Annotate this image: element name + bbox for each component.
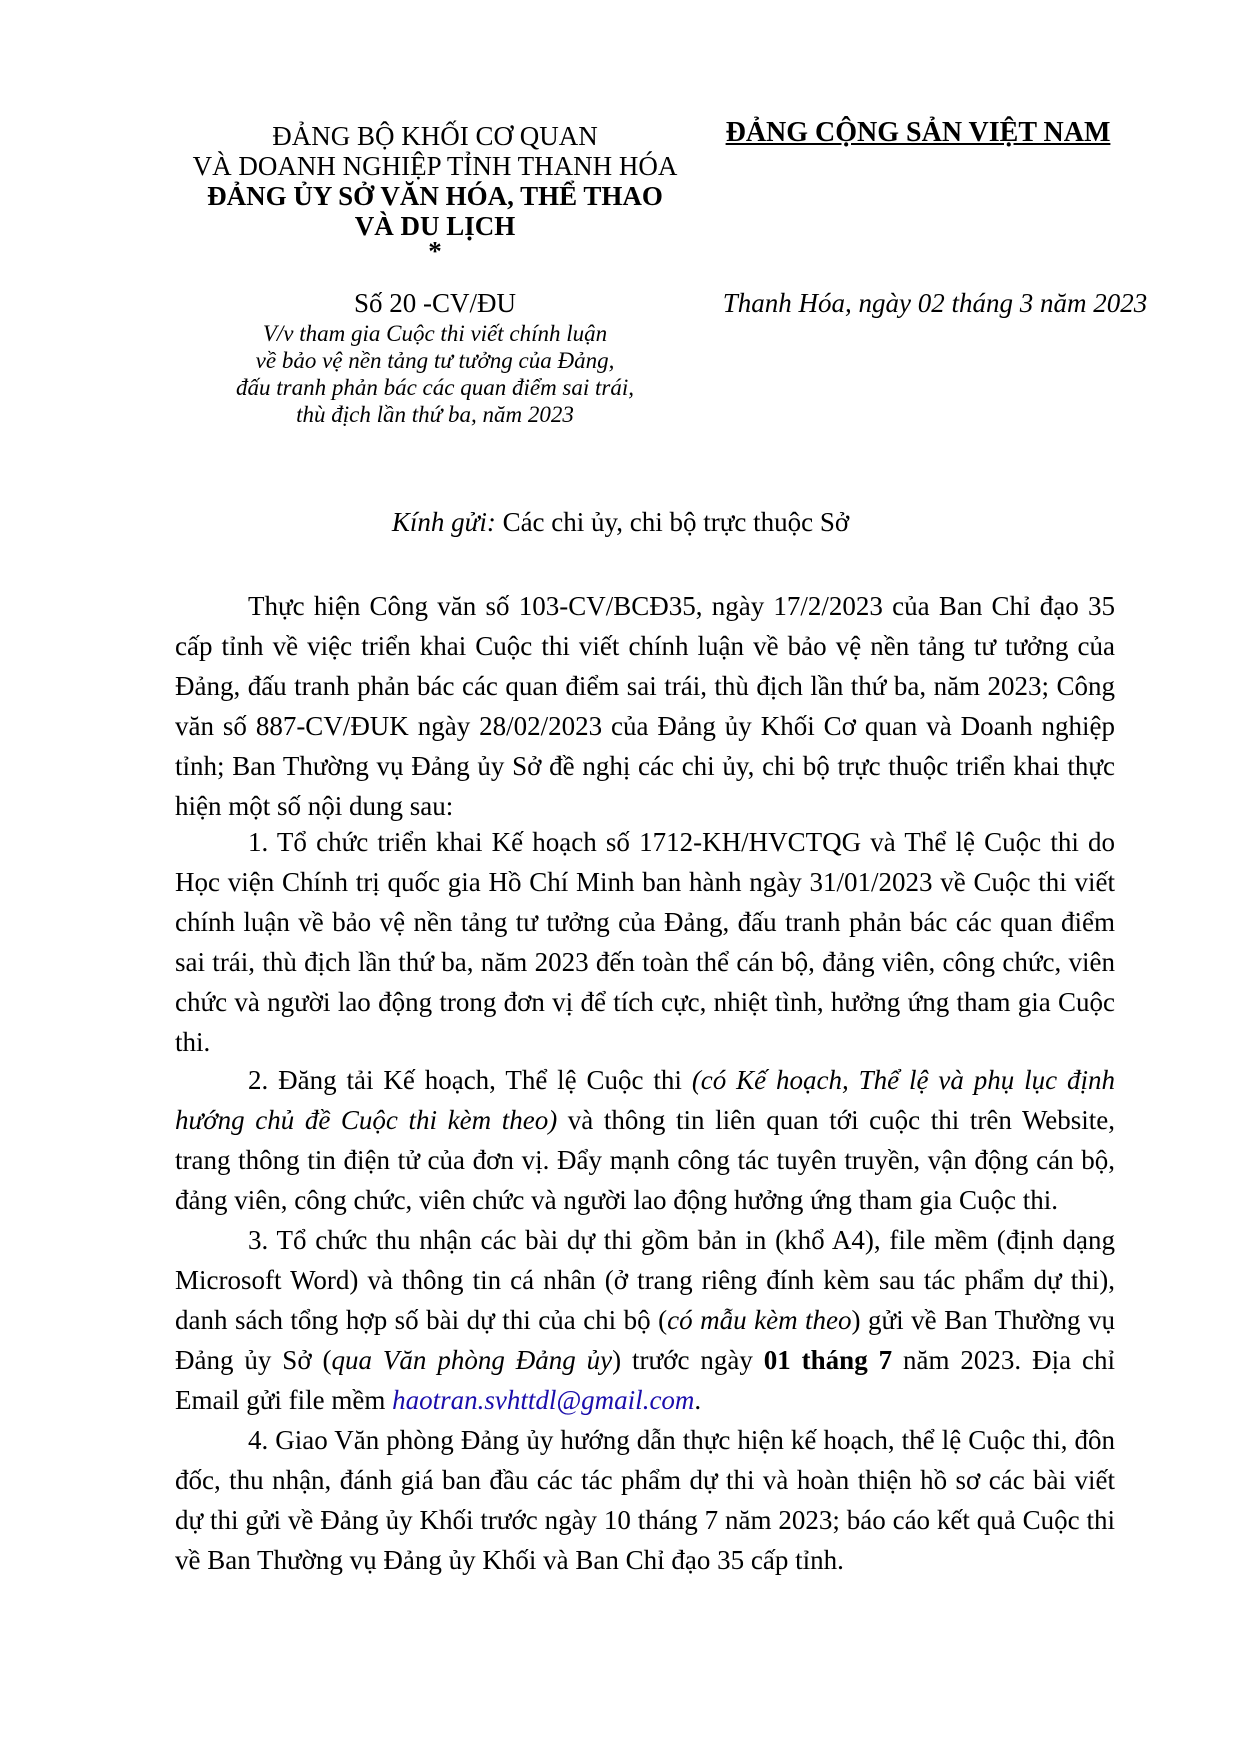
item-2-attachment-note: (có Kế hoạch, Thể lệ và phụ lục định hướng chủ đề Cuộc thi kèm theo) (175, 1065, 1115, 1135)
place-date: Thanh Hóa, ngày 02 tháng 3 năm 2023 (722, 288, 1148, 318)
item-3-deadline: 01 tháng 7 (763, 1345, 893, 1375)
item-3-form-note: có mẫu kèm theo (667, 1305, 852, 1335)
intro-paragraph: Thực hiện Công văn số 103-CV/BCĐ35, ngày 17/2/2023 của Ban Chỉ đạo 35 cấp tỉnh về việc triển khai Cuộc thi viết chính luận về bảo vệ nền tảng tư tưởng của Đảng, đấu tranh phản bác các quan điểm sai trái, thù địch lần thứ ba, năm 2023; Công văn số 887-CV/ĐUK ngày 28/02/2023 của Đảng ủy Khối Cơ quan và Doanh nghiệp tỉnh; Ban Thường vụ Đảng ủy Sở đề nghị các chi ủy, chi bộ trực thuộc triển khai thực hiện một số nội dung sau: (175, 591, 1115, 821)
item-2-text-a: 2. Đăng tải Kế hoạch, Thể lệ Cuộc thi (248, 1065, 692, 1095)
item-2-text-b: và thông tin liên quan tới cuộc thi trên Website, trang thông tin điện tử của đơn vị. Đẩy mạnh công tác tuyên truyền, vận động cán bộ, đảng viên, công chức, viên chức và người lao động hưởng ứng tham gia Cuộc thi. (175, 1105, 1116, 1215)
subject-line-1: V/v tham gia Cuộc thi viết chính luận (262, 321, 608, 346)
item-3-office-note: qua Văn phòng Đảng ủy (331, 1345, 613, 1375)
document-subject (150, 320, 720, 428)
item-1-paragraph: 1. Tổ chức triển khai Kế hoạch số 1712-KH/HVCTQG và Thể lệ Cuộc thi do Học viện Chính trị quốc gia Hồ Chí Minh ban hành ngày 31/01/2023 về Cuộc thi viết chính luận về bảo vệ nền tảng tư tưởng của Đảng, đấu tranh phản bác các quan điểm sai trái, thù địch lần thứ ba, năm 2023 đến toàn thể cán bộ, đảng viên, công chức, viên chức và người lao động trong đơn vị để tích cực, nhiệt tình, hưởng ứng tham gia Cuộc thi. (175, 827, 1115, 1057)
item-3-paragraph (175, 1220, 1115, 1420)
item-3-text-d: năm 2023. Địa chỉ Email gửi file mềm (175, 1345, 1115, 1415)
party-name: ĐẢNG CỘNG SẢN VIỆT NAM (725, 117, 1111, 148)
org-line-4: VÀ DU LỊCH (354, 211, 516, 241)
org-line-1: ĐẢNG BỘ KHỐI CƠ QUAN (272, 121, 598, 151)
org-line-3: ĐẢNG ỦY SỞ VĂN HÓA, THỂ THAO (207, 181, 663, 211)
item-3-text-c: ) trước ngày (612, 1345, 764, 1375)
subject-line-4: thù địch lần thứ ba, năm 2023 (296, 402, 574, 427)
item-2-paragraph (175, 1060, 1115, 1220)
star-mark: * (428, 236, 442, 266)
issuing-organization (150, 121, 720, 266)
item-4-paragraph: 4. Giao Văn phòng Đảng ủy hướng dẫn thực hiện kế hoạch, thể lệ Cuộc thi, đôn đốc, thu nhận, đánh giá ban đầu các tác phẩm dự thi và hoàn thiện hồ sơ các bài viết dự thi gửi về Đảng ủy Khối trước ngày 10 tháng 7 năm 2023; báo cáo kết quả Cuộc thi về Ban Thường vụ Đảng ủy Khối và Ban Chỉ đạo 35 cấp tỉnh. (175, 1425, 1115, 1575)
item-3-text-a: 3. Tổ chức thu nhận các bài dự thi gồm bản in (khổ A4), file mềm (định dạng Microsoft Word) và thông tin cá nhân (ở trang riêng đính kèm sau tác phẩm dự thi), danh sách tổng hợp số bài dự thi của chi bộ ( (175, 1225, 1115, 1335)
recipient-text: Các chi ủy, chi bộ trực thuộc Sở (495, 507, 850, 537)
recipient (0, 507, 1241, 538)
document-number: Số 20 -CV/ĐU (353, 288, 516, 318)
subject-line-2: về bảo vệ nền tảng tư tưởng của Đảng, (255, 348, 615, 373)
email-link[interactable]: haotran.svhttdl@gmail.com (392, 1385, 695, 1415)
recipient-label: Kính gửi: (391, 507, 496, 537)
item-3-text-b: ) gửi về Ban Thường vụ Đảng ủy Sở ( (175, 1305, 1115, 1375)
subject-line-3: đấu tranh phản bác các quan điểm sai trái, (236, 375, 634, 400)
item-3-text-e: . (694, 1385, 702, 1415)
org-line-2: VÀ DOANH NGHIỆP TỈNH THANH HÓA (192, 151, 678, 181)
